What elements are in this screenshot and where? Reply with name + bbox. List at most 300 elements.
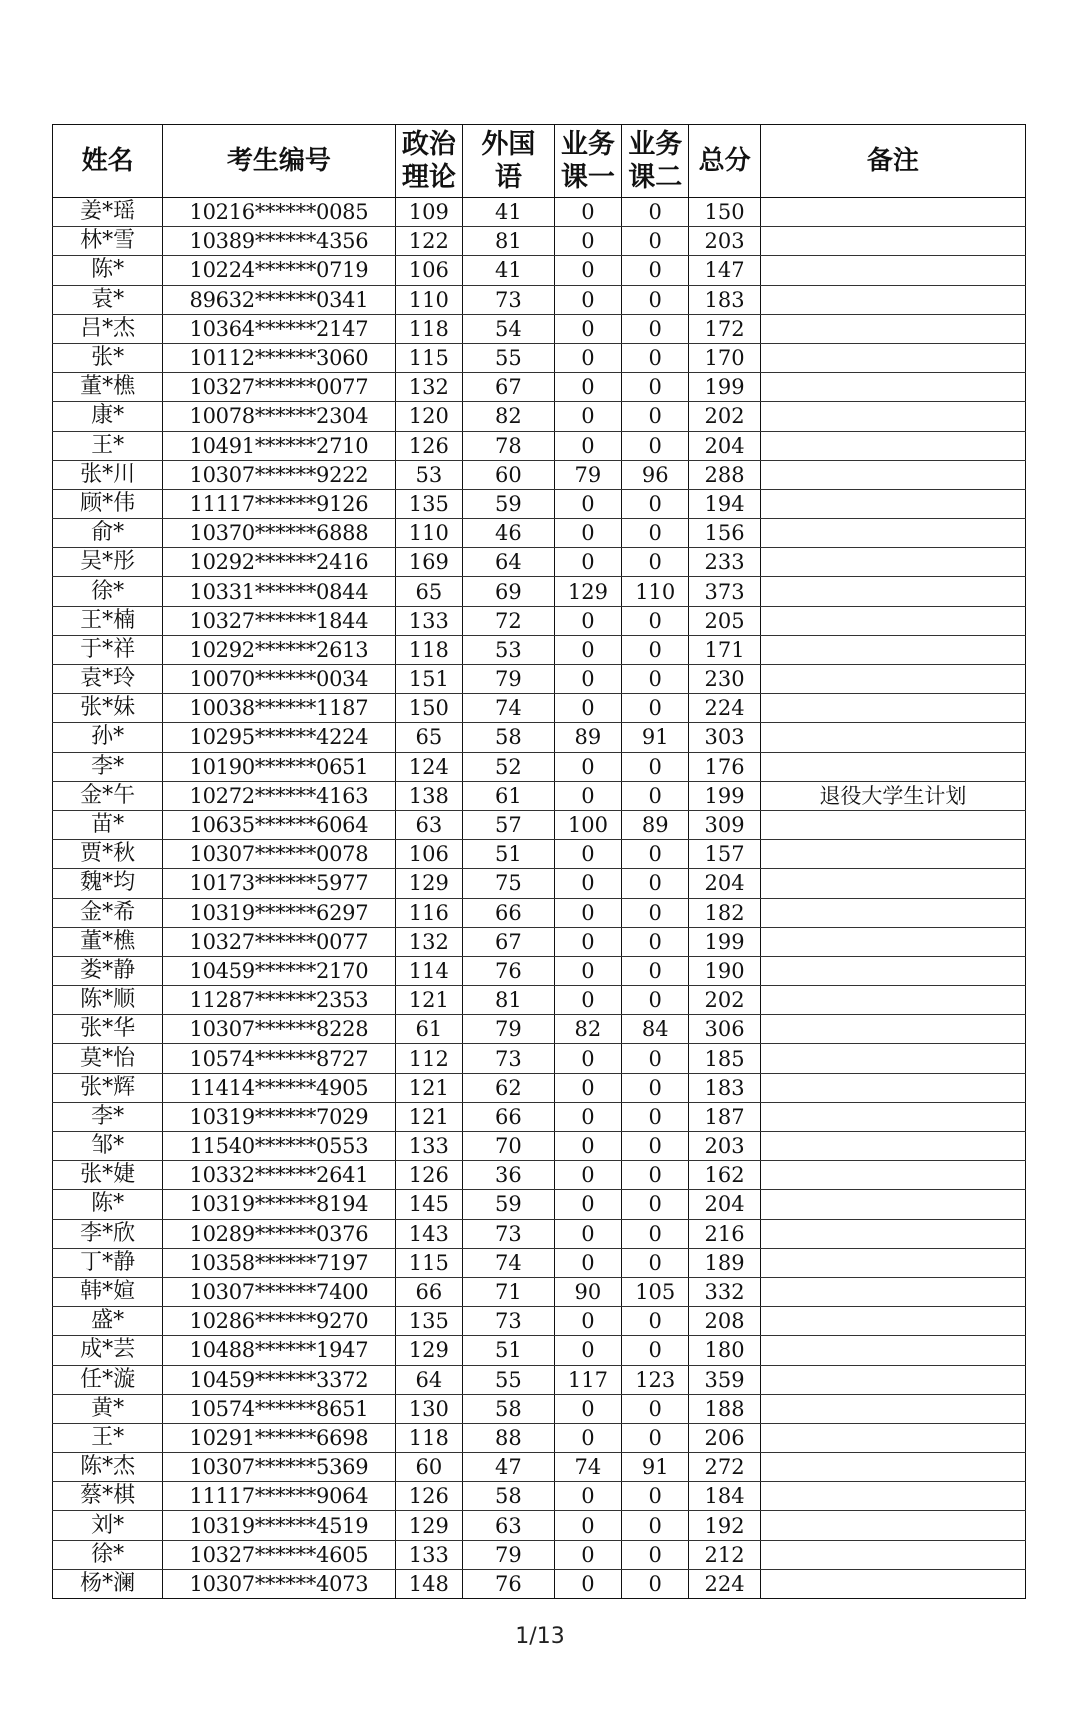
cell-politics: 65 [395,723,462,752]
cell-exam-id: 10272******4163 [163,781,396,810]
cell-total: 188 [689,1394,760,1423]
cell-course-2: 0 [622,489,689,518]
cell-total: 205 [689,606,760,635]
cell-course-2: 0 [622,694,689,723]
cell-course-1: 0 [554,1482,621,1511]
table-row [53,1132,1026,1161]
cell-foreign-language: 47 [462,1453,554,1482]
cell-course-1: 0 [554,1394,621,1423]
cell-course-1: 0 [554,373,621,402]
cell-total: 306 [689,1015,760,1044]
table-row [53,752,1026,781]
cell-name: 陈* [53,1190,163,1219]
header-politics [395,125,462,198]
cell-remark [760,373,1025,402]
cell-foreign-language: 60 [462,460,554,489]
cell-remark [760,1307,1025,1336]
cell-course-1: 89 [554,723,621,752]
cell-name: 林*雪 [53,227,163,256]
cell-exam-id: 10327******0077 [163,373,396,402]
cell-exam-id: 10574******8727 [163,1044,396,1073]
cell-exam-id: 10319******6297 [163,898,396,927]
cell-course-1: 0 [554,402,621,431]
cell-course-2: 110 [622,577,689,606]
cell-remark [760,1219,1025,1248]
cell-course-2: 0 [622,1102,689,1131]
header-foreign-language-line-1: 外国 [481,129,536,160]
cell-politics: 132 [395,927,462,956]
cell-name: 孙* [53,723,163,752]
cell-remark [760,343,1025,372]
cell-exam-id: 10292******2416 [163,548,396,577]
cell-name: 杨*澜 [53,1569,163,1598]
cell-course-2: 0 [622,1423,689,1452]
cell-name: 陈*顺 [53,986,163,1015]
cell-total: 171 [689,635,760,664]
cell-name: 徐* [53,577,163,606]
cell-course-2: 0 [622,956,689,985]
cell-course-2: 0 [622,256,689,285]
cell-course-1: 0 [554,227,621,256]
cell-foreign-language: 73 [462,285,554,314]
cell-remark [760,898,1025,927]
cell-exam-id: 10289******0376 [163,1219,396,1248]
cell-politics: 151 [395,665,462,694]
cell-remark [760,1073,1025,1102]
cell-course-1: 0 [554,781,621,810]
cell-foreign-language: 55 [462,1365,554,1394]
cell-remark [760,723,1025,752]
cell-exam-id: 10459******2170 [163,956,396,985]
cell-remark [760,694,1025,723]
cell-exam-id: 10307******8228 [163,1015,396,1044]
cell-politics: 133 [395,1540,462,1569]
cell-remark [760,1453,1025,1482]
table-row [53,1365,1026,1394]
cell-foreign-language: 46 [462,519,554,548]
cell-politics: 61 [395,1015,462,1044]
table-row [53,869,1026,898]
table-row [53,1540,1026,1569]
table-row [53,1453,1026,1482]
cell-remark: 退役大学生计划 [760,781,1025,810]
cell-exam-id: 10295******4224 [163,723,396,752]
cell-foreign-language: 81 [462,227,554,256]
cell-politics: 114 [395,956,462,985]
cell-course-2: 0 [622,635,689,664]
cell-course-2: 0 [622,548,689,577]
cell-remark [760,1132,1025,1161]
cell-politics: 133 [395,1132,462,1161]
cell-politics: 132 [395,373,462,402]
table-row [53,198,1026,227]
cell-exam-id: 10173******5977 [163,869,396,898]
cell-total: 176 [689,752,760,781]
cell-total: 206 [689,1423,760,1452]
cell-course-1: 0 [554,1102,621,1131]
cell-course-2: 0 [622,752,689,781]
cell-politics: 63 [395,810,462,839]
table-row [53,1219,1026,1248]
table-row [53,1482,1026,1511]
header-course-2-line-1: 业务 [628,129,683,160]
cell-total: 189 [689,1248,760,1277]
cell-course-2: 0 [622,1219,689,1248]
cell-total: 332 [689,1277,760,1306]
cell-course-2: 0 [622,1190,689,1219]
cell-name: 丁*静 [53,1248,163,1277]
cell-course-1: 0 [554,665,621,694]
cell-course-1: 0 [554,1132,621,1161]
cell-politics: 169 [395,548,462,577]
cell-course-2: 0 [622,840,689,869]
cell-total: 303 [689,723,760,752]
cell-foreign-language: 74 [462,1248,554,1277]
table-row [53,285,1026,314]
cell-politics: 109 [395,198,462,227]
cell-course-1: 0 [554,1423,621,1452]
cell-exam-id: 10319******7029 [163,1102,396,1131]
table-row [53,956,1026,985]
cell-course-2: 0 [622,402,689,431]
cell-remark [760,1511,1025,1540]
cell-total: 187 [689,1102,760,1131]
cell-course-2: 0 [622,1073,689,1102]
cell-course-1: 0 [554,519,621,548]
cell-exam-id: 10286******9270 [163,1307,396,1336]
cell-total: 194 [689,489,760,518]
table-row [53,1248,1026,1277]
cell-name: 邹* [53,1132,163,1161]
cell-total: 373 [689,577,760,606]
table-row [53,1190,1026,1219]
cell-name: 李* [53,752,163,781]
cell-course-2: 89 [622,810,689,839]
cell-foreign-language: 58 [462,1394,554,1423]
cell-politics: 106 [395,256,462,285]
cell-politics: 135 [395,1307,462,1336]
cell-total: 202 [689,402,760,431]
cell-name: 魏*均 [53,869,163,898]
header-name: 姓名 [53,125,163,198]
cell-course-2: 0 [622,373,689,402]
cell-foreign-language: 41 [462,256,554,285]
cell-politics: 150 [395,694,462,723]
cell-total: 147 [689,256,760,285]
cell-course-2: 96 [622,460,689,489]
cell-name: 贾*秋 [53,840,163,869]
cell-politics: 53 [395,460,462,489]
cell-name: 韩*媗 [53,1277,163,1306]
cell-foreign-language: 57 [462,810,554,839]
cell-name: 袁*玲 [53,665,163,694]
cell-remark [760,665,1025,694]
cell-course-2: 0 [622,285,689,314]
cell-politics: 126 [395,1161,462,1190]
cell-politics: 110 [395,285,462,314]
cell-foreign-language: 73 [462,1307,554,1336]
cell-name: 俞* [53,519,163,548]
header-course-1 [554,125,621,198]
cell-remark [760,460,1025,489]
cell-name: 于*祥 [53,635,163,664]
header-course-2-line-2: 课二 [628,162,683,193]
cell-politics: 120 [395,402,462,431]
cell-politics: 60 [395,1453,462,1482]
cell-total: 172 [689,314,760,343]
table-row [53,1511,1026,1540]
cell-exam-id: 10370******6888 [163,519,396,548]
cell-course-2: 91 [622,723,689,752]
cell-politics: 121 [395,1102,462,1131]
cell-name: 袁* [53,285,163,314]
cell-exam-id: 11287******2353 [163,986,396,1015]
cell-remark [760,227,1025,256]
cell-course-2: 0 [622,198,689,227]
cell-remark [760,256,1025,285]
cell-total: 212 [689,1540,760,1569]
cell-exam-id: 11117******9126 [163,489,396,518]
cell-remark [760,1365,1025,1394]
cell-remark [760,489,1025,518]
cell-exam-id: 11117******9064 [163,1482,396,1511]
cell-name: 董*樵 [53,927,163,956]
cell-course-1: 74 [554,1453,621,1482]
table-row [53,519,1026,548]
cell-course-1: 0 [554,1336,621,1365]
cell-foreign-language: 55 [462,343,554,372]
table-row [53,606,1026,635]
cell-name: 刘* [53,1511,163,1540]
cell-course-1: 79 [554,460,621,489]
table-row [53,1102,1026,1131]
cell-course-1: 82 [554,1015,621,1044]
cell-politics: 122 [395,227,462,256]
cell-foreign-language: 63 [462,1511,554,1540]
cell-name: 张* [53,343,163,372]
cell-foreign-language: 69 [462,577,554,606]
cell-total: 199 [689,373,760,402]
cell-course-1: 0 [554,314,621,343]
cell-total: 288 [689,460,760,489]
table-row [53,986,1026,1015]
cell-total: 224 [689,1569,760,1598]
cell-exam-id: 10038******1187 [163,694,396,723]
cell-foreign-language: 66 [462,1102,554,1131]
cell-politics: 129 [395,869,462,898]
table-row [53,635,1026,664]
cell-course-2: 0 [622,665,689,694]
cell-name: 张*华 [53,1015,163,1044]
table-row [53,1569,1026,1598]
cell-name: 成*芸 [53,1336,163,1365]
table-row [53,227,1026,256]
cell-exam-id: 10307******5369 [163,1453,396,1482]
cell-name: 莫*怡 [53,1044,163,1073]
cell-total: 199 [689,927,760,956]
cell-foreign-language: 74 [462,694,554,723]
cell-remark [760,956,1025,985]
cell-exam-id: 10190******0651 [163,752,396,781]
cell-exam-id: 10307******7400 [163,1277,396,1306]
cell-total: 199 [689,781,760,810]
cell-course-1: 0 [554,1540,621,1569]
cell-foreign-language: 73 [462,1219,554,1248]
cell-name: 张*川 [53,460,163,489]
cell-politics: 118 [395,635,462,664]
cell-exam-id: 10491******2710 [163,431,396,460]
header-course-2 [622,125,689,198]
cell-total: 185 [689,1044,760,1073]
cell-remark [760,285,1025,314]
cell-total: 183 [689,1073,760,1102]
cell-course-2: 0 [622,781,689,810]
cell-name: 金*午 [53,781,163,810]
cell-remark [760,840,1025,869]
table-row [53,1394,1026,1423]
cell-name: 王* [53,431,163,460]
cell-name: 姜*瑶 [53,198,163,227]
cell-politics: 118 [395,314,462,343]
cell-exam-id: 10332******2641 [163,1161,396,1190]
cell-remark [760,314,1025,343]
cell-politics: 110 [395,519,462,548]
cell-course-1: 117 [554,1365,621,1394]
cell-course-1: 0 [554,431,621,460]
cell-course-1: 0 [554,956,621,985]
cell-course-2: 0 [622,1161,689,1190]
cell-name: 吴*彤 [53,548,163,577]
cell-exam-id: 11540******0553 [163,1132,396,1161]
cell-exam-id: 10307******4073 [163,1569,396,1598]
cell-politics: 130 [395,1394,462,1423]
cell-remark [760,431,1025,460]
cell-exam-id: 10070******0034 [163,665,396,694]
header-remark: 备注 [760,125,1025,198]
cell-name: 张*妹 [53,694,163,723]
cell-name: 董*樵 [53,373,163,402]
table-row [53,1277,1026,1306]
cell-exam-id: 10216******0085 [163,198,396,227]
cell-name: 王*楠 [53,606,163,635]
table-row [53,256,1026,285]
cell-politics: 124 [395,752,462,781]
table-row [53,1044,1026,1073]
cell-name: 顾*伟 [53,489,163,518]
cell-remark [760,606,1025,635]
cell-remark [760,1336,1025,1365]
cell-course-2: 0 [622,1482,689,1511]
cell-foreign-language: 75 [462,869,554,898]
cell-course-1: 0 [554,898,621,927]
cell-politics: 115 [395,1248,462,1277]
cell-total: 157 [689,840,760,869]
cell-exam-id: 10574******8651 [163,1394,396,1423]
cell-exam-id: 10358******7197 [163,1248,396,1277]
cell-total: 272 [689,1453,760,1482]
cell-remark [760,1569,1025,1598]
cell-name: 徐* [53,1540,163,1569]
cell-remark [760,752,1025,781]
cell-exam-id: 10488******1947 [163,1336,396,1365]
cell-course-1: 0 [554,1161,621,1190]
table-row [53,1423,1026,1452]
table-row [53,314,1026,343]
header-row [53,125,1026,198]
cell-name: 黄* [53,1394,163,1423]
cell-course-1: 0 [554,256,621,285]
table-row [53,810,1026,839]
cell-course-1: 0 [554,1569,621,1598]
cell-exam-id: 10459******3372 [163,1365,396,1394]
cell-course-2: 0 [622,519,689,548]
table-row [53,898,1026,927]
cell-name: 吕*杰 [53,314,163,343]
cell-course-2: 0 [622,1307,689,1336]
cell-course-1: 0 [554,1219,621,1248]
cell-foreign-language: 79 [462,1540,554,1569]
cell-name: 康* [53,402,163,431]
cell-politics: 116 [395,898,462,927]
cell-course-2: 0 [622,1394,689,1423]
table-row [53,548,1026,577]
cell-course-2: 0 [622,1044,689,1073]
cell-exam-id: 10319******8194 [163,1190,396,1219]
cell-foreign-language: 73 [462,1044,554,1073]
cell-total: 182 [689,898,760,927]
cell-foreign-language: 41 [462,198,554,227]
cell-total: 162 [689,1161,760,1190]
cell-remark [760,1015,1025,1044]
cell-name: 王* [53,1423,163,1452]
cell-total: 183 [689,285,760,314]
table-row [53,489,1026,518]
cell-course-2: 0 [622,1132,689,1161]
cell-exam-id: 10224******0719 [163,256,396,285]
cell-remark [760,1423,1025,1452]
cell-total: 156 [689,519,760,548]
cell-politics: 133 [395,606,462,635]
cell-exam-id: 10389******4356 [163,227,396,256]
cell-remark [760,1277,1025,1306]
cell-course-2: 0 [622,343,689,372]
cell-total: 309 [689,810,760,839]
cell-politics: 143 [395,1219,462,1248]
cell-remark [760,1248,1025,1277]
cell-politics: 121 [395,986,462,1015]
cell-course-1: 0 [554,1248,621,1277]
cell-course-1: 0 [554,343,621,372]
table-row [53,402,1026,431]
table-row [53,577,1026,606]
cell-name: 李* [53,1102,163,1131]
cell-exam-id: 10327******1844 [163,606,396,635]
cell-politics: 138 [395,781,462,810]
cell-foreign-language: 72 [462,606,554,635]
cell-politics: 64 [395,1365,462,1394]
cell-remark [760,519,1025,548]
cell-course-1: 0 [554,635,621,664]
table-row [53,1336,1026,1365]
header-course-1-line-1: 业务 [560,129,615,160]
cell-course-2: 0 [622,606,689,635]
cell-total: 204 [689,431,760,460]
cell-total: 192 [689,1511,760,1540]
cell-course-1: 0 [554,986,621,1015]
cell-course-1: 0 [554,606,621,635]
cell-name: 娄*静 [53,956,163,985]
cell-exam-id: 10291******6698 [163,1423,396,1452]
